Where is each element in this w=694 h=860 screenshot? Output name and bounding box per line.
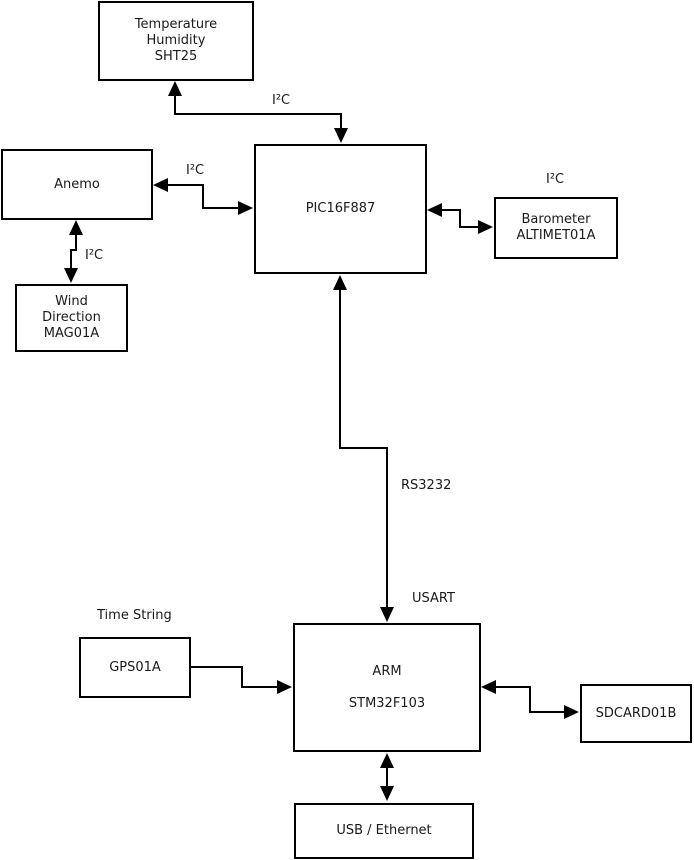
arrow-sht25-pic-bidirectional: [168, 81, 348, 143]
arrow-arm-sdcard-bidirectional: [481, 680, 579, 719]
box-text: STM32F103: [348, 695, 426, 711]
box-gps01a: [79, 637, 191, 698]
arrow-pic-barometer-bidirectional: [427, 203, 493, 234]
box-temperature-humidity-sht25: [98, 1, 254, 81]
box-arm-stm32f103: [293, 623, 481, 752]
arrow-arm-usb-bidirectional: [380, 753, 394, 801]
label-usart-link: USART: [412, 591, 455, 606]
arrow-anemo-winddirection-bidirectional: [64, 220, 83, 283]
box-text: MAG01A: [43, 326, 100, 341]
arrow-pic-arm-bidirectional: [333, 275, 394, 622]
box-barometer-altimet01a: [494, 197, 618, 259]
arrow-anemo-pic-bidirectional: [153, 178, 253, 215]
box-text: Barometer: [521, 212, 591, 227]
box-text: Direction: [42, 310, 101, 325]
label-time-string-link: Time String: [97, 608, 172, 623]
box-text: Anemo: [54, 176, 100, 192]
label-i2c-wind-link: I²C: [85, 248, 104, 263]
box-text: Wind: [55, 294, 88, 309]
box-text: ARM: [372, 663, 402, 679]
arrow-gps-arm: [190, 667, 292, 694]
label-i2c-anemo-link: I²C: [186, 163, 205, 178]
box-text: PIC16F887: [305, 201, 376, 216]
box-pic16f887: [254, 144, 427, 274]
label-i2c-barometer-link: I²C: [546, 172, 565, 187]
box-text: ALTIMET01A: [516, 228, 596, 243]
box-text: SHT25: [154, 49, 198, 64]
label-rs3232-link: RS3232: [401, 478, 452, 493]
label-i2c-sht25-link: I²C: [272, 93, 291, 108]
box-text: Humidity: [146, 33, 206, 48]
box-text: USB / Ethernet: [336, 823, 432, 838]
box-anemo: [1, 149, 153, 220]
box-text: Temperature: [134, 17, 218, 32]
box-text: GPS01A: [109, 659, 161, 675]
box-sdcard01b: [580, 684, 692, 743]
box-wind-direction-mag01a: [15, 284, 128, 352]
box-usb-ethernet: [294, 803, 474, 859]
box-text: SDCARD01B: [595, 705, 677, 721]
